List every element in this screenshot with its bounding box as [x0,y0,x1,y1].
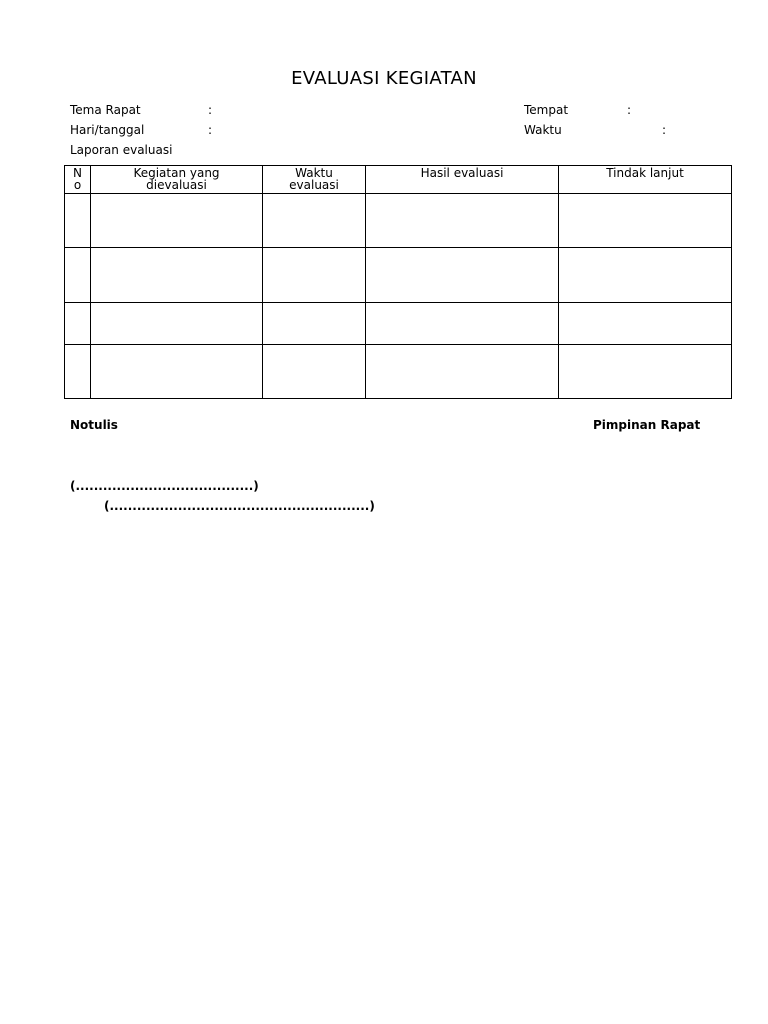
waktu-colon: : [662,123,667,137]
header-hasil: Hasil evaluasi [366,166,559,194]
tempat-label: Tempat [524,103,569,117]
notulis-signature-line: (.......................................) [70,479,259,493]
table-cell[interactable] [559,345,732,399]
table-header-row [65,166,732,194]
table-cell[interactable] [366,345,559,399]
table-cell[interactable] [65,345,91,399]
table-row [65,248,732,303]
table-cell[interactable] [263,345,366,399]
table-cell[interactable] [263,194,366,248]
table-cell[interactable] [91,194,263,248]
pimpinan-signature-line: (.........................................................) [104,499,375,513]
table-cell[interactable] [559,248,732,303]
table-cell[interactable] [263,248,366,303]
table-cell[interactable] [366,303,559,345]
notulis-label: Notulis [70,418,118,432]
table-cell[interactable] [91,345,263,399]
table-cell[interactable] [263,303,366,345]
table-cell[interactable] [65,303,91,345]
evaluation-table [64,165,732,399]
table-cell[interactable] [65,194,91,248]
table-cell[interactable] [366,248,559,303]
table-row [65,194,732,248]
table-cell[interactable] [559,303,732,345]
page-title: EVALUASI KEGIATAN [291,68,477,89]
hari-tanggal-colon: : [208,123,213,137]
header-tindak: Tindak lanjut [559,166,732,194]
header-no: No [65,166,91,194]
table-row [65,345,732,399]
table-cell[interactable] [91,303,263,345]
header-kegiatan: Kegiatan yang dievaluasi [91,166,263,194]
laporan-evaluasi-label: Laporan evaluasi [70,143,173,157]
table-cell[interactable] [91,248,263,303]
tema-rapat-label: Tema Rapat [70,103,141,117]
tema-rapat-colon: : [208,103,213,117]
waktu-label: Waktu [524,123,562,137]
pimpinan-rapat-label: Pimpinan Rapat [593,418,701,432]
table-cell[interactable] [559,194,732,248]
table-cell[interactable] [366,194,559,248]
table-row [65,303,732,345]
tempat-colon: : [627,103,632,117]
table-cell[interactable] [65,248,91,303]
hari-tanggal-label: Hari/tanggal [70,123,145,137]
header-waktu: Waktu evaluasi [263,166,366,194]
